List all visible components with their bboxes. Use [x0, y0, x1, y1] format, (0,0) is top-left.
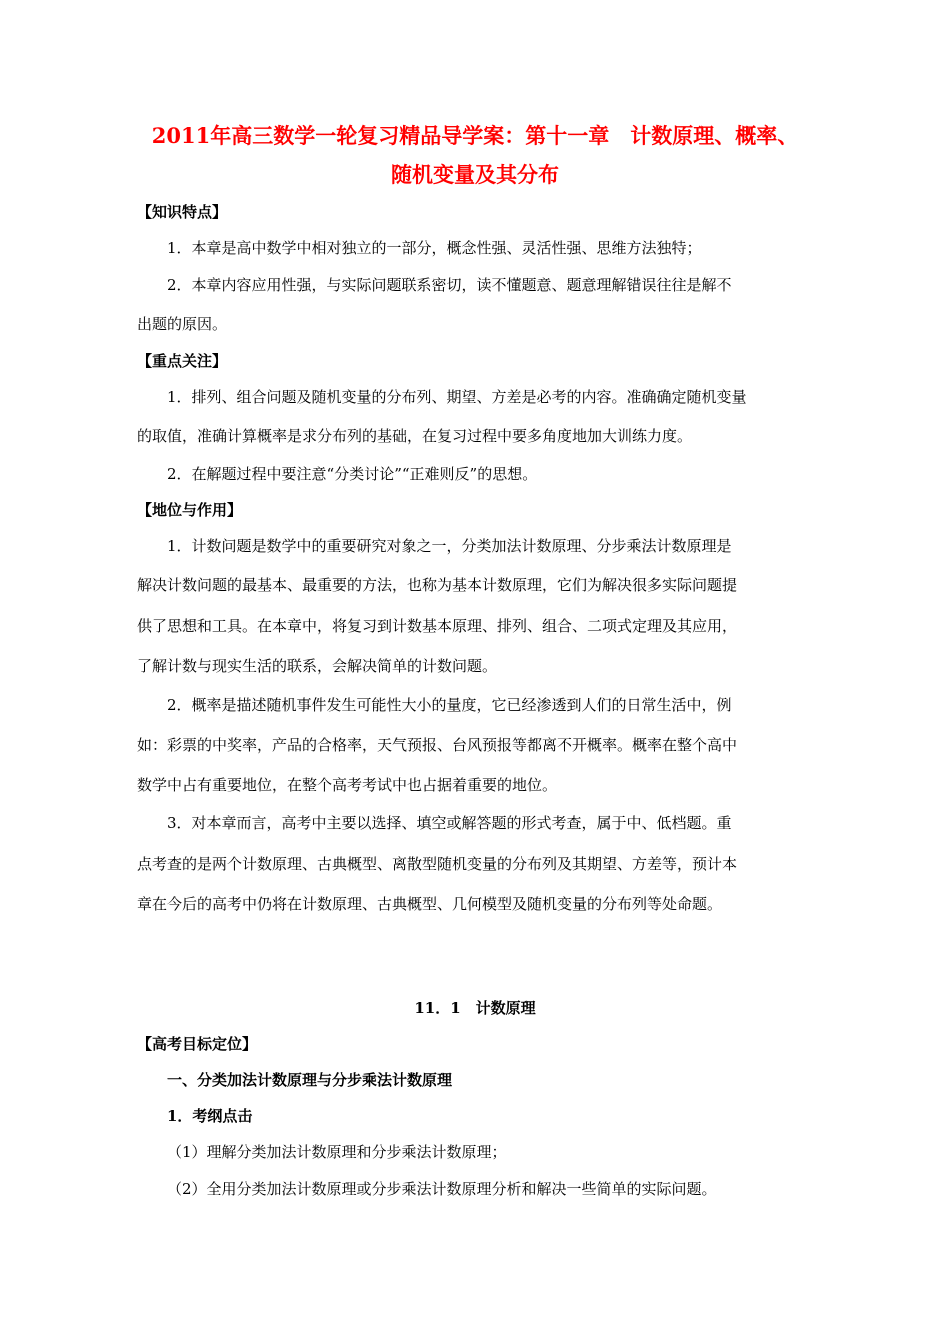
focus-point-1-line-2: 的取值，准确计算概率是求分布列的基础，在复习过程中要多角度地加大训练力度。	[137, 427, 693, 445]
role-point-1-line-4: 了解计数与现实生活的联系，会解决简单的计数问题。	[137, 657, 498, 675]
role-point-3-line-1: 3．对本章而言，高考中主要以选择、填空或解答题的形式考查，属于中、低档题。重	[167, 814, 732, 832]
document-title-line-2: 随机变量及其分布	[391, 162, 559, 187]
syllabus-item-1: （1）理解分类加法计数原理和分步乘法计数原理；	[167, 1143, 507, 1161]
role-point-3-line-2: 点考查的是两个计数原理、古典概型、离散型随机变量的分布列及其期望、方差等，预计本	[137, 855, 738, 873]
heading-key-focus: 【重点关注】	[137, 352, 228, 370]
heading-exam-target: 【高考目标定位】	[137, 1035, 258, 1053]
role-point-2-line-3: 数学中占有重要地位，在整个高考考试中也占据着重要的地位。	[137, 776, 558, 794]
document-title-line-1: 2011年高三数学一轮复习精品导学案：第十一章 计数原理、概率、	[151, 123, 799, 148]
syllabus-item-2: （2）全用分类加法计数原理或分步乘法计数原理分析和解决一些简单的实际问题。	[167, 1180, 717, 1198]
heading-status-role: 【地位与作用】	[137, 501, 243, 519]
role-point-1-line-1: 1．计数问题是数学中的重要研究对象之一，分类加法计数原理、分步乘法计数原理是	[167, 537, 732, 555]
focus-point-2: 2．在解题过程中要注意“分类讨论”“正难则反”的思想。	[167, 465, 538, 483]
section-title: 11．1 计数原理	[414, 999, 536, 1017]
subheading-counting-principles: 一、分类加法计数原理与分步乘法计数原理	[167, 1071, 453, 1089]
role-point-2-line-2: 如：彩票的中奖率，产品的合格率，天气预报、台风预报等都离不开概率。概率在整个高中	[137, 736, 738, 754]
knowledge-point-2-line-2: 出题的原因。	[137, 315, 228, 333]
role-point-1-line-3: 供了思想和工具。在本章中，将复习到计数基本原理、排列、组合、二项式定理及其应用，	[137, 617, 738, 635]
role-point-1-line-2: 解决计数问题的最基本、最重要的方法，也称为基本计数原理，它们为解决很多实际问题提	[137, 576, 738, 594]
knowledge-point-1: 1．本章是高中数学中相对独立的一部分，概念性强、灵活性强、思维方法独特；	[167, 239, 702, 257]
role-point-3-line-3: 章在今后的高考中仍将在计数原理、古典概型、几何模型及随机变量的分布列等处命题。	[137, 895, 723, 913]
subheading-syllabus-points: 1．考纲点击	[167, 1107, 253, 1125]
role-point-2-line-1: 2．概率是描述随机事件发生可能性大小的量度，它已经渗透到人们的日常生活中，例	[167, 696, 732, 714]
heading-knowledge-features: 【知识特点】	[137, 203, 228, 221]
knowledge-point-2-line-1: 2．本章内容应用性强，与实际问题联系密切，读不懂题意、题意理解错误往往是解不	[167, 276, 732, 294]
focus-point-1-line-1: 1．排列、组合问题及随机变量的分布列、期望、方差是必考的内容。准确确定随机变量	[167, 388, 747, 406]
